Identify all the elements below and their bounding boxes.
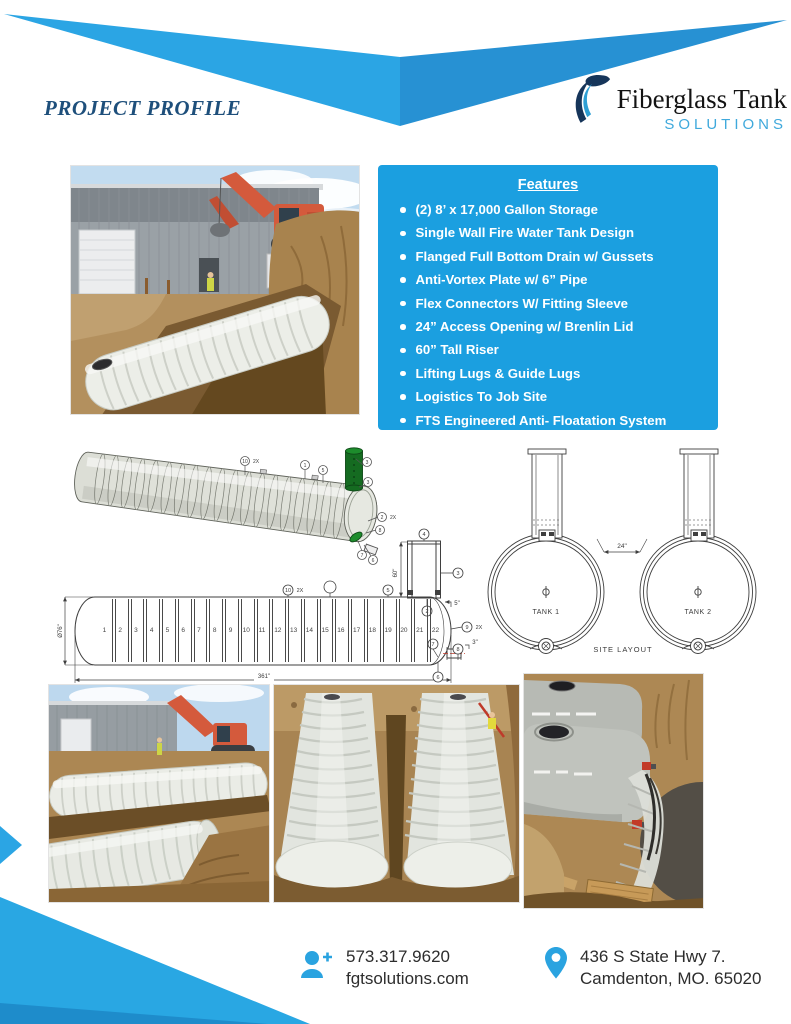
tank-section-number: 6 xyxy=(175,599,191,662)
dim-length: 361" xyxy=(257,674,271,680)
svg-text:3: 3 xyxy=(456,571,460,577)
balloon-10-elev xyxy=(283,585,304,595)
dim-nozzle: 3" xyxy=(472,640,478,646)
website: fgtsolutions.com xyxy=(346,969,469,988)
balloon-10-qualifier: 2X xyxy=(252,459,260,465)
logo-swoosh-icon xyxy=(574,72,612,130)
label-tank1: TANK 1 xyxy=(532,609,560,616)
feature-item: Flanged Full Bottom Drain w/ Gussets xyxy=(400,250,708,264)
contact-address-block xyxy=(544,946,761,990)
corner-decoration xyxy=(0,824,320,1024)
tank-section-number: 3 xyxy=(128,599,144,662)
label-site-layout: SITE LAYOUT xyxy=(593,645,653,654)
tank-section-number: 4 xyxy=(143,599,159,662)
balloon-3-iso-a xyxy=(363,458,372,467)
svg-text:2X: 2X xyxy=(296,588,304,594)
svg-text:2X: 2X xyxy=(475,625,483,631)
svg-text:2: 2 xyxy=(380,515,384,521)
add-contact-icon xyxy=(298,946,334,982)
svg-text:6: 6 xyxy=(436,675,440,681)
feature-item: 24” Access Opening w/ Brenlin Lid xyxy=(400,320,708,334)
tank-section-number: 9 xyxy=(222,599,238,662)
tank-section-number: 5 xyxy=(159,599,175,662)
balloon-2-qualifier: 2X xyxy=(389,515,397,521)
balloon-4-elev xyxy=(419,529,429,539)
svg-text:6: 6 xyxy=(371,558,375,564)
feature-item: Logistics To Job Site xyxy=(400,390,708,404)
svg-text:4: 4 xyxy=(422,532,426,538)
tank-section-number: 22 xyxy=(427,599,443,662)
dim-diameter: Ø76" xyxy=(58,624,64,638)
address-line1: 436 S State Hwy 7. xyxy=(580,947,726,966)
svg-text:5: 5 xyxy=(321,468,325,474)
svg-text:3: 3 xyxy=(366,480,370,486)
tank-section-number: 16 xyxy=(332,599,348,662)
balloon-8-elev xyxy=(453,644,463,654)
tank-section-number: 19 xyxy=(380,599,396,662)
tank-section-number: 12 xyxy=(269,599,285,662)
svg-text:10: 10 xyxy=(242,459,248,465)
balloon-10 xyxy=(241,457,260,466)
balloon-3-elev xyxy=(453,568,463,578)
dim-riser-offset: 5" xyxy=(454,601,460,607)
balloon-5-elev xyxy=(383,585,393,595)
tank-section-number: 7 xyxy=(191,599,207,662)
tank-section-number: 10 xyxy=(238,599,254,662)
tank-section-number: 11 xyxy=(254,599,270,662)
dim-tank-gap: 24" xyxy=(617,543,627,550)
feature-item: Lifting Lugs & Guide Lugs xyxy=(400,367,708,381)
feature-item: Single Wall Fire Water Tank Design xyxy=(400,226,708,240)
feature-item: Anti-Vortex Plate w/ 6” Pipe xyxy=(400,273,708,287)
drawing-site-layout-view xyxy=(480,440,791,685)
tank-section-number: 15 xyxy=(317,599,333,662)
balloon-1 xyxy=(301,461,310,470)
tank-section-number: 20 xyxy=(396,599,412,662)
features-panel xyxy=(378,165,718,430)
page-title: PROJECT PROFILE xyxy=(44,96,242,120)
svg-text:2: 2 xyxy=(425,609,429,615)
tank-section-number: 21 xyxy=(411,599,427,662)
balloon-3-iso-b xyxy=(364,478,373,487)
tank-section-number: 13 xyxy=(285,599,301,662)
photo-tank-installation xyxy=(70,165,360,415)
address-line2: Camdenton, MO. 65020 xyxy=(580,969,762,988)
label-tank2: TANK 2 xyxy=(684,609,712,616)
svg-text:8: 8 xyxy=(456,647,460,653)
tank-section-number: 8 xyxy=(206,599,222,662)
contact-phone-block xyxy=(298,946,469,990)
features-title: Features xyxy=(517,177,579,193)
tank-section-number: 2 xyxy=(112,599,128,662)
tank-section-number: 1 xyxy=(102,627,107,634)
balloon-2-iso xyxy=(378,513,397,522)
logo-name: Fiberglass Tank xyxy=(616,84,787,114)
balloon-6-elev xyxy=(433,672,443,682)
svg-text:9: 9 xyxy=(465,625,469,631)
feature-item: FTS Engineered Anti- Floatation System xyxy=(400,414,708,428)
logo-subtitle: SOLUTIONS xyxy=(664,116,787,133)
feature-item: Flex Connectors W/ Fitting Sleeve xyxy=(400,297,708,311)
svg-text:3: 3 xyxy=(365,460,369,466)
company-logo xyxy=(574,72,787,133)
tank-section-number: 14 xyxy=(301,599,317,662)
svg-text:5: 5 xyxy=(386,588,390,594)
svg-text:1: 1 xyxy=(303,463,307,469)
svg-text:7: 7 xyxy=(431,642,435,648)
feature-item: 60” Tall Riser xyxy=(400,343,708,357)
svg-text:8: 8 xyxy=(378,528,382,534)
svg-text:10: 10 xyxy=(284,588,292,594)
balloon-5-iso xyxy=(319,466,328,475)
tank-section-number: 18 xyxy=(364,599,380,662)
dim-riser-height: 60" xyxy=(393,568,399,578)
feature-item: (2) 8’ x 17,000 Gallon Storage xyxy=(400,203,708,217)
tank-section-number: 17 xyxy=(348,599,364,662)
balloon-blank xyxy=(324,581,336,593)
svg-text:7: 7 xyxy=(360,553,364,559)
tank-section-numbers xyxy=(97,599,443,662)
photo-tank-piping xyxy=(523,673,704,909)
features-list xyxy=(400,203,708,428)
phone-number: 573.317.9620 xyxy=(346,947,450,966)
location-pin-icon xyxy=(544,946,568,980)
